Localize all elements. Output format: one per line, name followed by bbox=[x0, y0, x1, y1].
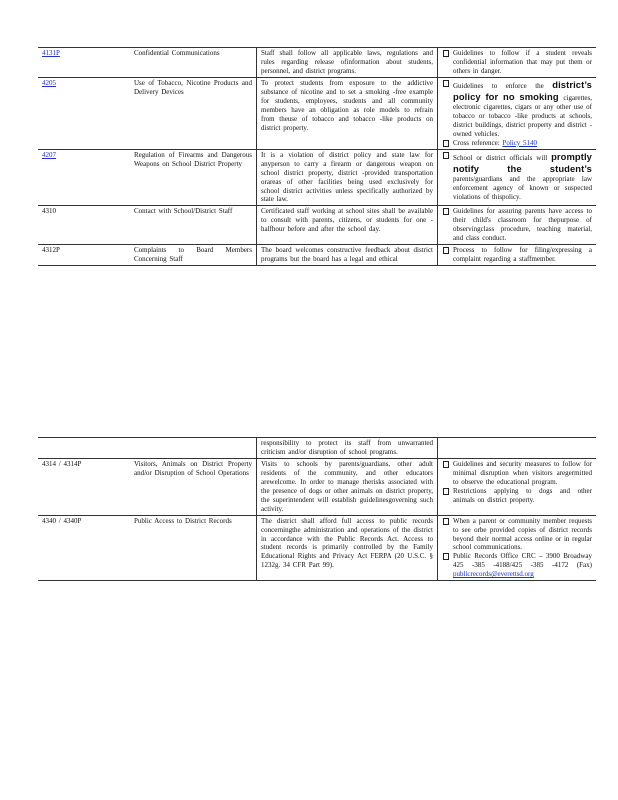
policy-code-link[interactable]: 4131P bbox=[42, 49, 60, 57]
policy-code: 4310 bbox=[42, 207, 56, 216]
policy-notes-cell bbox=[438, 48, 597, 78]
checkbox-bullet-icon bbox=[443, 80, 449, 87]
policy-notes-cell bbox=[438, 458, 597, 515]
policy-note bbox=[442, 246, 592, 264]
policy-row bbox=[38, 515, 596, 581]
policy-description: Certificated staff working at school sites shall be available to consult with parents, citizens, or students for one -halfhour before and after the school day. bbox=[257, 206, 438, 245]
note-text: Guidelines for assuring parents have access to their child's classroom for thepurpose of observingclass procedure, teaching material, and class conduct. bbox=[453, 207, 592, 243]
policy-description: The district shall afford full access to public records concerningthe administration and operations of the district in accordance with the Public Records Act. Access to student records is primarily controlled by the Family Educational Rights and Privacy Act FERPA (20 U.S.C. § 1232g. 34 CFR Part 99). bbox=[257, 515, 438, 581]
policy-row bbox=[38, 77, 596, 149]
note-text: Guidelines and security measures to follow for minimal disruption when visitors aregermitted to observe the educational program. bbox=[453, 459, 592, 486]
policy-row bbox=[38, 458, 596, 515]
policy-row bbox=[38, 245, 596, 266]
policy-note bbox=[442, 487, 592, 505]
policy-description: Visits to schools by parents/guardians, other adult residents of the community, and other educators arewelcome. In order to manage therisks associated with the presence of dogs or other animals on district property, the superintendent will establish guidelinesgoverning such activity. bbox=[257, 458, 438, 515]
note-text: Restrictions applying to dogs and other animals on district property. bbox=[453, 486, 592, 504]
policy-note bbox=[442, 517, 592, 553]
checkbox-bullet-icon bbox=[443, 140, 449, 147]
policy-title: Public Access to District Records bbox=[130, 515, 257, 581]
policy-notes-list bbox=[442, 207, 592, 243]
policy-code: 4314 / 4314P bbox=[42, 459, 82, 468]
empty-cell bbox=[438, 438, 597, 459]
policy-description: The board welcomes constructive feedback about district programs but the board has a legal and ethical bbox=[257, 245, 438, 266]
policy-code: 4312P bbox=[42, 246, 60, 255]
policy-code-cell bbox=[38, 48, 130, 78]
note-text: Guidelines to enforce the bbox=[453, 81, 553, 90]
checkbox-bullet-icon bbox=[443, 247, 449, 254]
policy-code-link[interactable]: 4207 bbox=[42, 150, 56, 159]
note-text: Public Records Office CRC – 3900 Broadway 425 -385 -4188/425 -385 -4172 (Fax) bbox=[453, 552, 592, 570]
continuation-row bbox=[38, 438, 596, 459]
empty-cell bbox=[38, 438, 130, 459]
policy-code: 4340 / 4340P bbox=[42, 516, 82, 525]
policy-notes-cell bbox=[438, 515, 597, 581]
policy-title: Use of Tobacco, Nicotine Products and Delivery Devices bbox=[130, 77, 257, 149]
policy-code-cell bbox=[38, 515, 130, 581]
note-text: Process to follow for filing/expressing a complaint regarding a staffmember. bbox=[453, 246, 592, 264]
policy-note bbox=[442, 207, 592, 243]
empty-cell bbox=[130, 438, 257, 459]
policy-row bbox=[38, 48, 596, 78]
policy-description: To protect students from exposure to the addictive substance of nicotine and to set a smoking -free example for students, employees, students and all community members have an obligation as role models to refrain from theuse of tobacco and tobacco -like products on district property. bbox=[257, 77, 438, 149]
policy-table-top bbox=[38, 47, 596, 266]
note-text: Guidelines to follow if a student reveals confidential information that may put them or others in danger. bbox=[453, 49, 592, 75]
policy-code-cell bbox=[38, 206, 130, 245]
policy-notes-cell bbox=[438, 206, 597, 245]
note-link[interactable]: publicrecords@everettsd.org bbox=[453, 570, 534, 579]
note-emphasis-text: promptly notify the student’s bbox=[453, 150, 592, 174]
policy-note bbox=[442, 79, 592, 139]
policy-note bbox=[442, 49, 592, 76]
note-text: parents/guardians and the appropriate law enforcement agency of known or suspected violations of thispolicy. bbox=[453, 174, 592, 201]
policy-notes-list bbox=[442, 49, 592, 76]
note-text: Cross reference: bbox=[453, 138, 503, 147]
policy-code-link[interactable]: 4205 bbox=[42, 78, 56, 87]
checkbox-bullet-icon bbox=[443, 553, 449, 560]
policy-notes-cell bbox=[438, 149, 597, 206]
note-emphasis-text: district’s policy for no smoking bbox=[453, 78, 592, 102]
note-text: cigarettes, electronic cigarettes, cigars or any other use of tobacco or tobacco -like products at schools, district buildings, district property and district -owned vehicles. bbox=[453, 93, 592, 138]
policy-notes-list bbox=[442, 151, 592, 202]
policy-code-cell bbox=[38, 458, 130, 515]
checkbox-bullet-icon bbox=[443, 152, 449, 159]
policy-notes-list bbox=[442, 79, 592, 148]
policy-notes-list bbox=[442, 517, 592, 580]
note-text: When a parent or community member requests to see orbe provided copies of district records beyond their normal access online or in regular school communications. bbox=[453, 516, 592, 552]
policy-code-cell bbox=[38, 245, 130, 266]
policy-notes-list bbox=[442, 460, 592, 505]
policy-note bbox=[442, 552, 592, 579]
policy-code-cell bbox=[38, 77, 130, 149]
policy-title: Regulation of Firearms and Dangerous Weapons on School District Property bbox=[130, 149, 257, 206]
note-link[interactable]: Policy 5140 bbox=[502, 138, 538, 147]
policy-notes-cell bbox=[438, 245, 597, 266]
checkbox-bullet-icon bbox=[443, 461, 449, 468]
policy-title: Complaints to Board Members Concerning Staff bbox=[130, 245, 257, 266]
checkbox-bullet-icon bbox=[443, 50, 449, 57]
policy-notes-cell bbox=[438, 77, 597, 149]
policy-code-cell bbox=[38, 149, 130, 206]
checkbox-bullet-icon bbox=[443, 518, 449, 525]
checkbox-bullet-icon bbox=[443, 488, 449, 495]
policy-description: It is a violation of district policy and state law for anyperson to carry a firearm or dangerous weapon on school district property, district -provided transportation orareas of other facilities being used exclusively for school district activities unless specifically authorized by state law. bbox=[257, 149, 438, 206]
policy-table-bottom bbox=[38, 437, 596, 581]
policy-note bbox=[442, 139, 592, 148]
policy-note bbox=[442, 460, 592, 487]
policy-title: Contact with School/District Staff bbox=[130, 206, 257, 245]
note-text: School or district officials will bbox=[453, 153, 552, 162]
policy-row bbox=[38, 149, 596, 206]
checkbox-bullet-icon bbox=[443, 208, 449, 215]
policy-note bbox=[442, 151, 592, 202]
policy-title: Visitors, Animals on District Property and/or Disruption of School Operations bbox=[130, 458, 257, 515]
continued-description: responsibility to protect its staff from unwarranted criticism and/or disruption of school programs. bbox=[257, 438, 438, 459]
policy-title: Confidential Communications bbox=[130, 48, 257, 78]
policy-notes-list bbox=[442, 246, 592, 264]
policy-description: Staff shall follow all applicable laws, regulations and rules regarding release ofinformation about students, personnel, and district programs. bbox=[257, 48, 438, 78]
policy-row bbox=[38, 206, 596, 245]
